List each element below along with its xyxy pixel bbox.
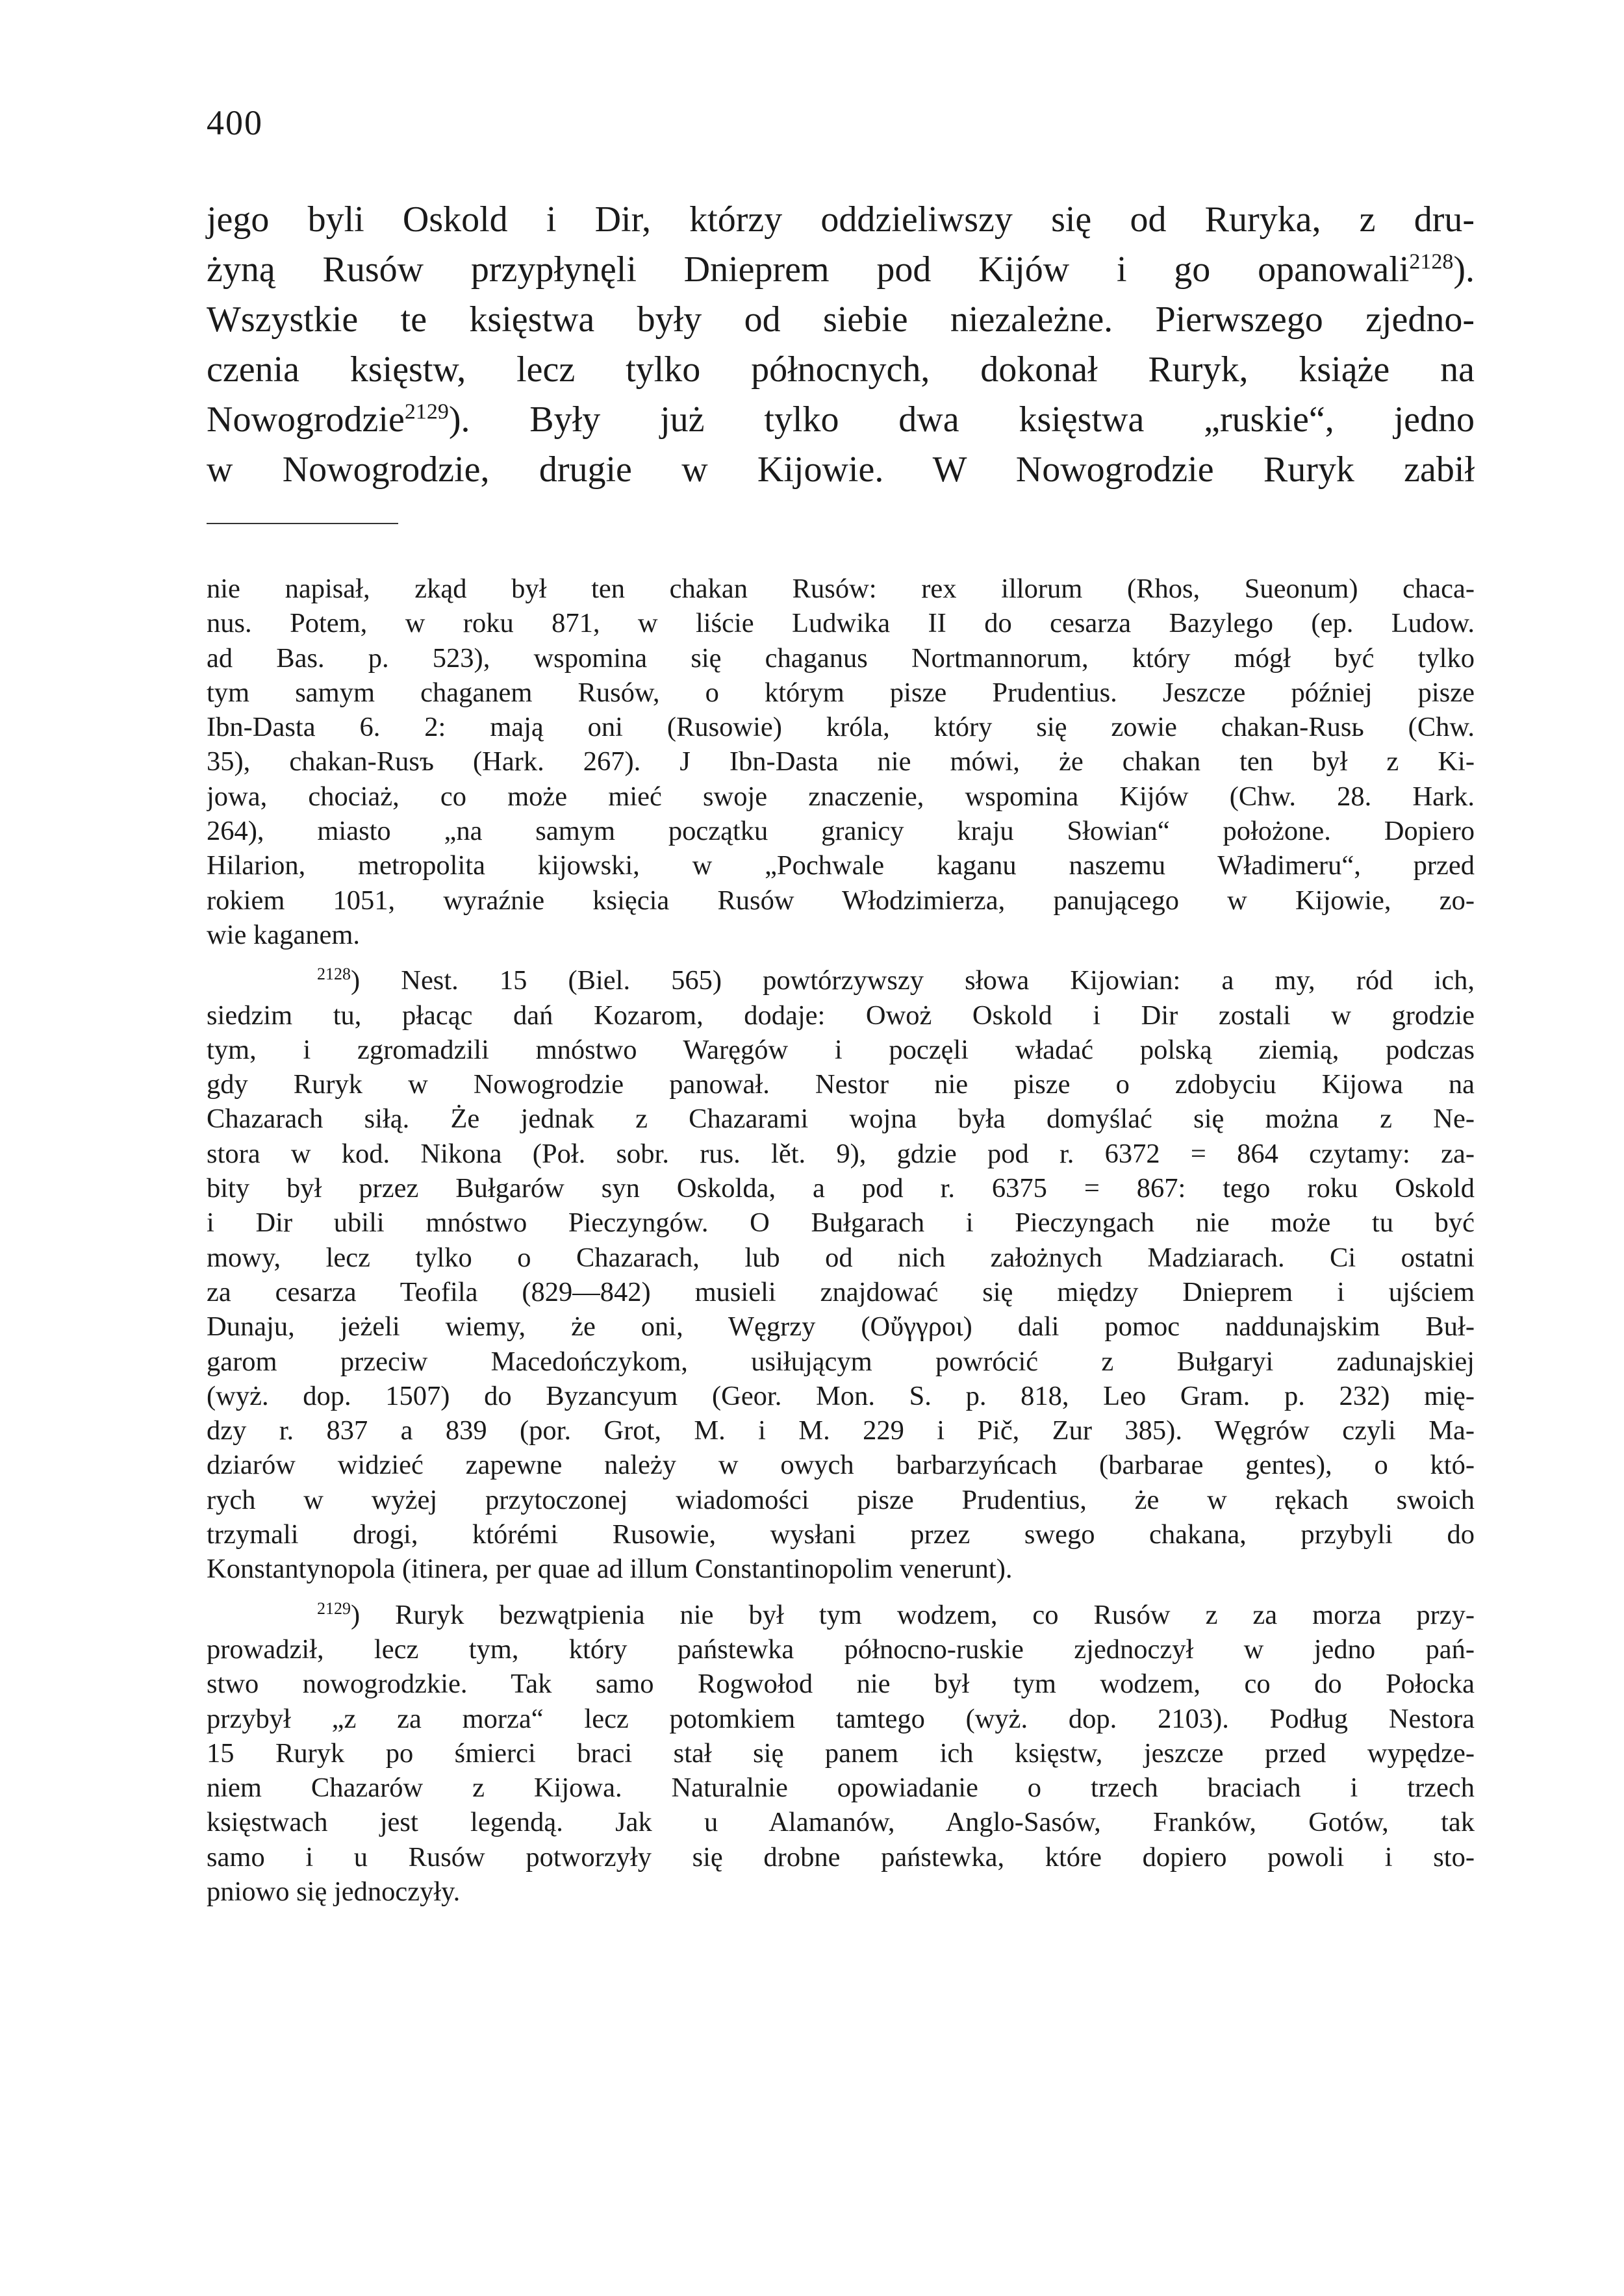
main-line-text: w Nowogrodzie, drugie w Kijowie. W Nowogrodzie Ruryk zabił: [207, 449, 1475, 490]
footnote-line: mowy, lecz tylko o Chazarach, lub od nich założnych Madziarach. Ci ostatni: [207, 1242, 1475, 1273]
footnote-first-line: [207, 963, 1475, 998]
footnote-line: stora w kod. Nikona (Poł. sobr. rus. lět. 9), gdzie pod r. 6372 = 864 czytamy: za-: [207, 1138, 1475, 1169]
main-line: [207, 195, 1475, 245]
footnote-line: 35), chakan-Rusъ (Hark. 267). J Ibn-Dasta nie mówi, że chakan ten był z Ki-: [207, 746, 1475, 777]
footnote-line: 264), miasto „na samym początku granicy kraju Słowian“ położone. Dopiero: [207, 816, 1475, 847]
main-line: [207, 445, 1475, 495]
footnote-first-line: [207, 1598, 1475, 1632]
main-line-text: Nowogrodzie: [207, 399, 405, 440]
footnote-line: rych w wyżej przytoczonej wiadomości pisze Prudentius, że w rękach swoich: [207, 1484, 1475, 1515]
footnote-line: rokiem 1051, wyraźnie księcia Rusów Włodzimierza, panującego w Kijowie, zo-: [207, 885, 1475, 916]
footnote-ref[interactable]: 2128: [1409, 249, 1454, 274]
footnote-separator: [207, 523, 398, 524]
main-line-text: żyną Rusów przypłynęli Dnieprem pod Kijów i go opanowali: [207, 249, 1410, 290]
footnote-line: pniowo się jednoczyły.: [207, 1876, 461, 1907]
footnote-line: jowa, chociaż, co może mieć swoje znaczenie, wspomina Kijów (Chw. 28. Hark.: [207, 781, 1475, 812]
footnote-line: tym, i zgromadzili mnóstwo Waręgów i poczęli władać polską ziemią, podczas: [207, 1034, 1475, 1065]
page-number: 400: [207, 103, 263, 142]
footnote-line: Konstantynopola (itinera, per quae ad illum Constantinopolim venerunt).: [207, 1554, 1013, 1585]
footnote-line: samo i u Rusów potworzyły się drobne państewka, które dopiero powoli i sto-: [207, 1841, 1475, 1873]
main-line-text: jego byli Oskold i Dir, którzy oddzieliwszy się od Ruryka, z dru-: [207, 199, 1475, 240]
footnote-ref-close: ).: [1453, 249, 1475, 290]
footnote-ref[interactable]: 2129: [404, 399, 449, 424]
footnote-2129: [207, 1598, 1475, 1910]
main-line: [207, 245, 1475, 295]
footnote-line: ad Bas. p. 523), wspomina się chaganus Nortmannorum, który mógł być tylko: [207, 642, 1475, 674]
footnote-number: 2129: [317, 1598, 351, 1618]
main-line-text: Wszystkie te księstwa były od siebie niezależne. Pierwszego zjedno-: [207, 299, 1475, 340]
footnote-line: nie napisał, zkąd był ten chakan Rusów: rex illorum (Rhos, Sueonum) chaca-: [207, 574, 1475, 604]
footnote-line: siedzim tu, płacąc dań Kozarom, dodaje: Owoż Oskold i Dir zostali w grodzie: [207, 1000, 1475, 1031]
footnote-line: trzymali drogi, którémi Rusowie, wysłani przez swego chakana, przybyli do: [207, 1519, 1475, 1550]
main-line-text: czenia księstw, lecz tylko północnych, dokonał Ruryk, książe na: [207, 349, 1475, 390]
footnote-line: stwo nowogrodzkie. Tak samo Rogwołod nie był tym wodzem, co do Połocka: [207, 1669, 1475, 1700]
footnote-2128: [207, 963, 1475, 1586]
main-line: [207, 345, 1475, 395]
footnote-line: Hilarion, metropolita kijowski, w „Pochwale kaganu naszemu Władimeru“, przed: [207, 850, 1475, 881]
footnote-line: księstwach jest legendą. Jak u Alamanów, Anglo-Sasów, Franków, Gotów, tak: [207, 1807, 1475, 1838]
footnote-text: ) Nest. 15 (Biel. 565) powtórzywszy słowa Kijowian: a my, ród ich,: [351, 965, 1475, 996]
footnote-line: nus. Potem, w roku 871, w liście Ludwika II do cesarza Bazylego (ep. Ludow.: [207, 608, 1475, 639]
footnote-line: Dunaju, jeżeli wiemy, że oni, Węgrzy (Οὔγγροι) dali pomoc naddunajskim Buł-: [207, 1311, 1475, 1343]
footnote-line: tym samym chaganem Rusów, o którym pisze Prudentius. Jeszcze później pisze: [207, 677, 1475, 708]
footnote-line: prowadził, lecz tym, który państewka północno-ruskie zjednoczył w jedno pań-: [207, 1634, 1475, 1665]
footnote-line: za cesarza Teofila (829—842) musieli znajdować się między Dnieprem i ujściem: [207, 1276, 1475, 1307]
footnote-line: (wyż. dop. 1507) do Byzancyum (Geor. Mon. S. p. 818, Leo Gram. p. 232) mię-: [207, 1380, 1475, 1411]
footnote-line: wie kaganem.: [207, 919, 361, 950]
footnote-text: ) Ruryk bezwątpienia nie był tym wodzem, co Rusów z za morza przy-: [351, 1599, 1475, 1630]
footnote-line: i Dir ubili mnóstwo Pieczyngów. O Bułgarach i Pieczyngach nie może tu być: [207, 1207, 1475, 1239]
footnote-line: Ibn-Dasta 6. 2: mają oni (Rusowie) króla, który się zowie chakan-Rusь (Chw.: [207, 712, 1475, 743]
main-line-text: ). Były już tylko dwa księstwa „ruskie“, jedno: [448, 399, 1475, 440]
footnote-marker: [317, 965, 351, 996]
footnote-line: garom przeciw Macedończykom, usiłującym powrócić z Bułgaryi zadunajskiej: [207, 1346, 1475, 1377]
footnote-continuation: [207, 572, 1475, 952]
main-line: [207, 295, 1475, 345]
footnote-line: przybył „z za morza“ lecz potomkiem tamtego (wyż. dop. 2103). Podług Nestora: [207, 1703, 1475, 1734]
footnote-number: 2128: [317, 965, 351, 984]
footnote-line: gdy Ruryk w Nowogrodzie panował. Nestor nie pisze o zdobyciu Kijowa na: [207, 1069, 1475, 1100]
footnote-line: dzy r. 837 a 839 (por. Grot, M. i M. 229 i Pič, Zur 385). Węgrów czyli Ma-: [207, 1415, 1475, 1446]
footnote-line: dziarów widzieć zapewne należy w owych barbarzyńcach (barbarae gentes), o któ-: [207, 1450, 1475, 1481]
main-text: [207, 195, 1475, 495]
footnote-line: 15 Ruryk po śmierci braci stał się panem ich księstw, jeszcze przed wypędze-: [207, 1737, 1475, 1769]
footnote-line: Chazarach siłą. Że jednak z Chazarami wojna była domyślać się można z Ne-: [207, 1104, 1475, 1135]
footnote-line: bity był przez Bułgarów syn Oskolda, a pod r. 6375 = 867: tego roku Oskold: [207, 1173, 1475, 1204]
footnote-marker: [317, 1600, 351, 1630]
main-line: [207, 395, 1475, 445]
footnote-line: niem Chazarów z Kijowa. Naturalnie opowiadanie o trzech braciach i trzech: [207, 1772, 1475, 1804]
footnotes: [207, 572, 1475, 1920]
